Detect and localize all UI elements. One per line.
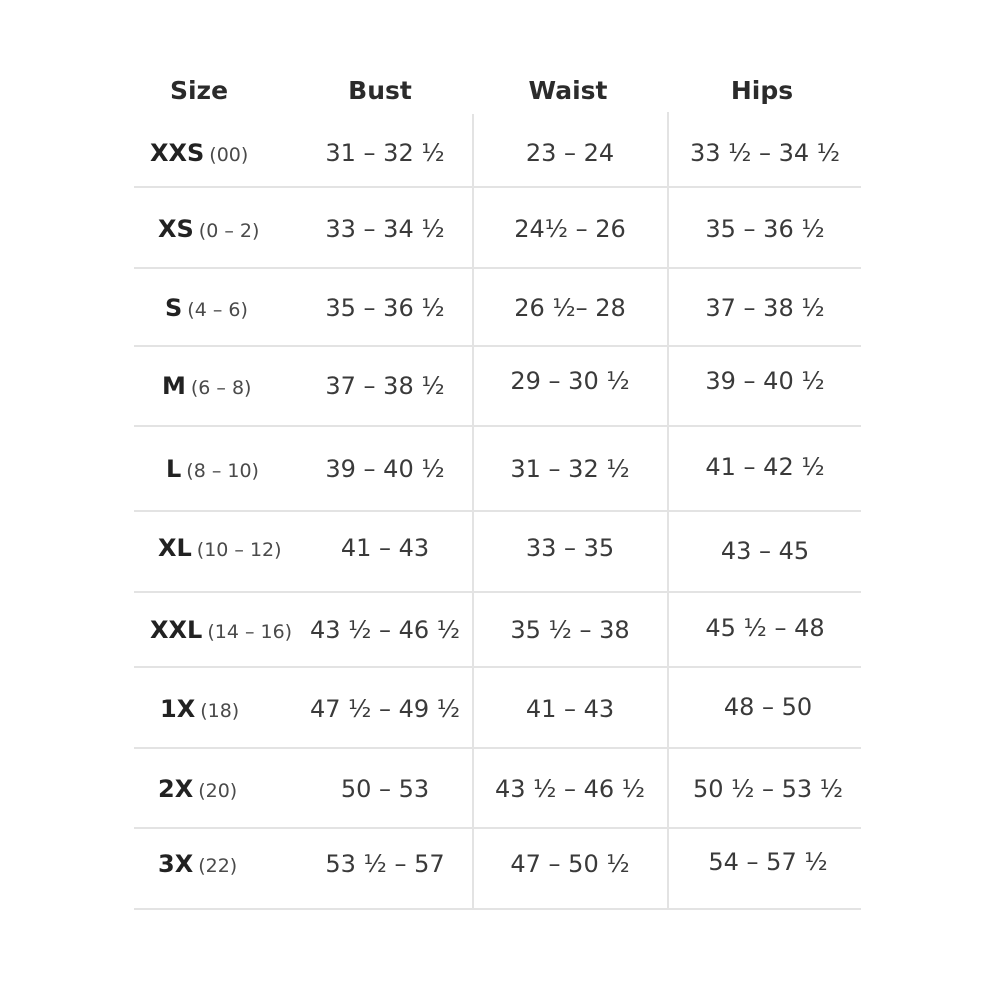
waist-cell: 41 – 43 [525, 695, 615, 723]
size-cell [165, 294, 248, 322]
size-cell [158, 534, 282, 562]
bust-cell: 39 – 40 ½ [325, 455, 445, 483]
size-label: 2X [158, 775, 194, 803]
bust-cell: 53 ½ – 57 [325, 850, 445, 878]
size-cell [160, 695, 239, 723]
numeric-size: (00) [209, 144, 249, 166]
size-label: XXL [150, 616, 203, 644]
bust-cell: 50 – 53 [340, 775, 430, 803]
numeric-size: (22) [198, 855, 238, 877]
hips-cell: 45 ½ – 48 [705, 614, 825, 642]
numeric-size: (8 – 10) [186, 460, 259, 482]
hips-cell: 54 – 57 ½ [708, 848, 828, 876]
size-label: M [162, 372, 186, 400]
waist-cell: 31 – 32 ½ [510, 455, 630, 483]
hips-cell: 41 – 42 ½ [705, 453, 825, 481]
size-label: XL [158, 534, 192, 562]
numeric-size: (4 – 6) [187, 299, 248, 321]
table-row [0, 273, 1000, 343]
row-divider [134, 267, 861, 269]
bust-cell: 35 – 36 ½ [325, 294, 445, 322]
size-cell [162, 372, 251, 400]
table-row [0, 595, 1000, 665]
waist-cell: 35 ½ – 38 [510, 616, 630, 644]
numeric-size: (20) [198, 780, 238, 802]
numeric-size: (14 – 16) [207, 621, 293, 643]
waist-cell: 47 – 50 ½ [510, 850, 630, 878]
hips-cell: 35 – 36 ½ [705, 215, 825, 243]
numeric-size: (18) [200, 700, 240, 722]
bust-cell: 31 – 32 ½ [325, 139, 445, 167]
row-divider [134, 591, 861, 593]
hips-cell: 43 – 45 [720, 537, 810, 565]
hips-cell: 48 – 50 [723, 693, 813, 721]
row-divider [134, 510, 861, 512]
size-label: L [166, 455, 182, 483]
size-cell [158, 215, 259, 243]
table-row [0, 513, 1000, 583]
hips-cell: 33 ½ – 34 ½ [689, 139, 841, 167]
row-divider [134, 908, 861, 910]
numeric-size: (10 – 12) [196, 539, 282, 561]
waist-cell: 26 ½– 28 [514, 294, 626, 322]
size-cell [150, 139, 248, 167]
hips-cell: 39 – 40 ½ [705, 367, 825, 395]
size-cell [158, 850, 237, 878]
bust-cell: 43 ½ – 46 ½ [309, 616, 461, 644]
waist-cell: 24½ – 26 [514, 215, 626, 243]
waist-cell: 33 – 35 [525, 534, 615, 562]
waist-cell: 23 – 24 [525, 139, 615, 167]
table-row [0, 351, 1000, 421]
row-divider [134, 345, 861, 347]
numeric-size: (0 – 2) [198, 220, 260, 242]
row-divider [134, 666, 861, 668]
bust-cell: 41 – 43 [340, 534, 430, 562]
size-label: XXS [150, 139, 205, 167]
table-row [0, 118, 1000, 188]
table-row [0, 754, 1000, 824]
header-hips: Hips [730, 76, 794, 105]
table-row [0, 829, 1000, 899]
waist-cell: 43 ½ – 46 ½ [494, 775, 646, 803]
size-cell [158, 775, 237, 803]
size-label: 1X [160, 695, 196, 723]
size-cell [166, 455, 259, 483]
row-divider [134, 425, 861, 427]
header-bust: Bust [348, 76, 412, 105]
numeric-size: (6 – 8) [190, 377, 252, 399]
table-row [0, 434, 1000, 504]
row-divider [134, 747, 861, 749]
waist-cell: 29 – 30 ½ [510, 367, 630, 395]
size-label: 3X [158, 850, 194, 878]
bust-cell: 33 – 34 ½ [325, 215, 445, 243]
header-size: Size [169, 76, 229, 105]
hips-cell: 50 ½ – 53 ½ [692, 775, 844, 803]
header-waist: Waist [528, 76, 608, 105]
size-label: S [165, 294, 183, 322]
bust-cell: 37 – 38 ½ [325, 372, 445, 400]
size-label: XS [158, 215, 194, 243]
hips-cell: 37 – 38 ½ [705, 294, 825, 322]
table-row [0, 674, 1000, 744]
table-row [0, 194, 1000, 264]
size-cell [150, 616, 292, 644]
bust-cell: 47 ½ – 49 ½ [309, 695, 461, 723]
